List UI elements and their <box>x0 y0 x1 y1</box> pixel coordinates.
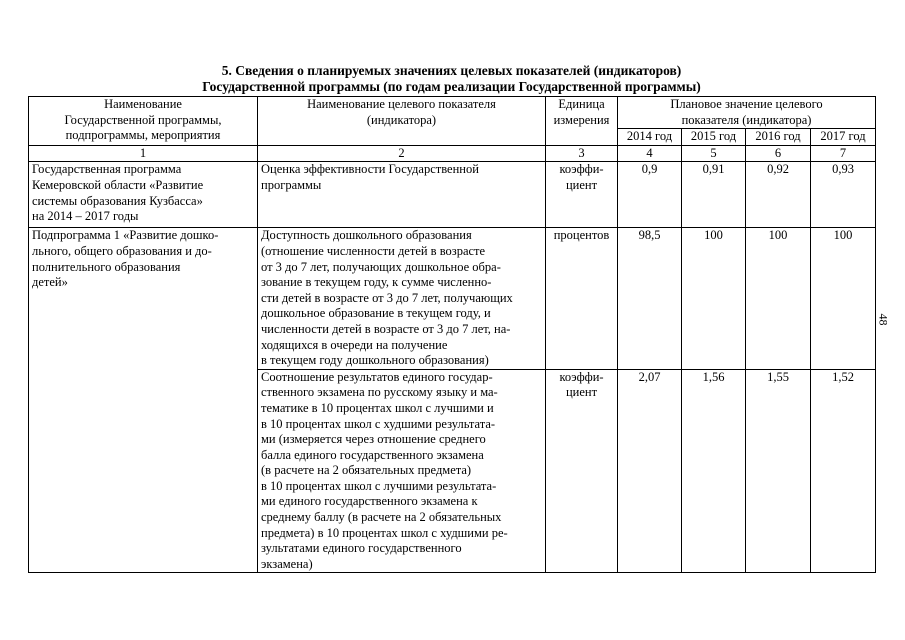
header-program-name: Наименование Государственной программы, подпрограммы, мероприятия <box>29 97 258 146</box>
value-cell: 100 <box>682 228 746 369</box>
table-row <box>29 162 876 228</box>
indicator-cell: Оценка эффективности Государственной программы <box>258 162 546 228</box>
value-cell: 0,92 <box>746 162 811 228</box>
program-cell: Подпрограмма 1 «Развитие дошко- льного, общего образования и до- полнительного образования детей» <box>29 228 258 573</box>
title-line-1: 5. Сведения о планируемых значениях целевых показателей (индикаторов) <box>221 63 682 78</box>
indicators-table <box>28 96 876 573</box>
program-cell: Государственная программа Кемеровской области «Развитие системы образования Кузбасса» на 2014 – 2017 годы <box>29 162 258 228</box>
header-year-2015: 2015 год <box>682 129 746 146</box>
header-year-2016: 2016 год <box>746 129 811 146</box>
column-number: 5 <box>682 145 746 162</box>
header-unit: Единица измерения <box>546 97 618 146</box>
value-cell: 0,93 <box>811 162 876 228</box>
value-cell: 1,52 <box>811 369 876 573</box>
unit-cell: коэффи- циент <box>546 369 618 573</box>
header-indicator-name: Наименование целевого показателя (индикатора) <box>258 97 546 146</box>
column-number-row <box>29 145 876 162</box>
value-cell: 2,07 <box>618 369 682 573</box>
table-row <box>29 228 876 369</box>
header-year-2014: 2014 год <box>618 129 682 146</box>
column-number: 3 <box>546 145 618 162</box>
header-row-1 <box>29 97 876 129</box>
unit-cell: коэффи- циент <box>546 162 618 228</box>
value-cell: 1,56 <box>682 369 746 573</box>
column-number: 1 <box>29 145 258 162</box>
indicator-cell: Доступность дошкольного образования (отношение численности детей в возрасте от 3 до 7 лет, получающих дошкольное обра- зование в текущем году, к сумме численно- сти детей в возрасте от 3 до 7 лет, получающих дошкольное образование в текущем году, и численности детей в возрасте от 3 до 7 лет, на- ходящихся в очереди на получение в текущем году дошкольного образования) <box>258 228 546 369</box>
indicator-cell: Соотношение результатов единого государ- ственного экзамена по русскому языку и ма- тематике в 10 процентах школ с лучшими и в 10 процентах школ с худшими результата- ми (измеряется через отношение среднего балла единого государственного экзамена (в расчете на 2 обязательных предмета) в 10 процентах школ с лучшими результата- ми единого государственного экзамена к среднему баллу (в расчете на 2 обязательных предмета) в 10 процентах школ с худшими ре- зультатами единого государственного экзамена) <box>258 369 546 573</box>
value-cell: 1,55 <box>746 369 811 573</box>
column-number: 7 <box>811 145 876 162</box>
page-number: 48 <box>876 313 891 326</box>
value-cell: 100 <box>811 228 876 369</box>
value-cell: 0,91 <box>682 162 746 228</box>
header-planned-value: Плановое значение целевого показателя (индикатора) <box>618 97 876 129</box>
column-number: 2 <box>258 145 546 162</box>
column-number: 4 <box>618 145 682 162</box>
title-line-2: Государственной программы (по годам реализации Государственной программы) <box>202 79 701 94</box>
value-cell: 0,9 <box>618 162 682 228</box>
section-title <box>28 63 875 95</box>
column-number: 6 <box>746 145 811 162</box>
header-year-2017: 2017 год <box>811 129 876 146</box>
unit-cell: процентов <box>546 228 618 369</box>
value-cell: 100 <box>746 228 811 369</box>
value-cell: 98,5 <box>618 228 682 369</box>
